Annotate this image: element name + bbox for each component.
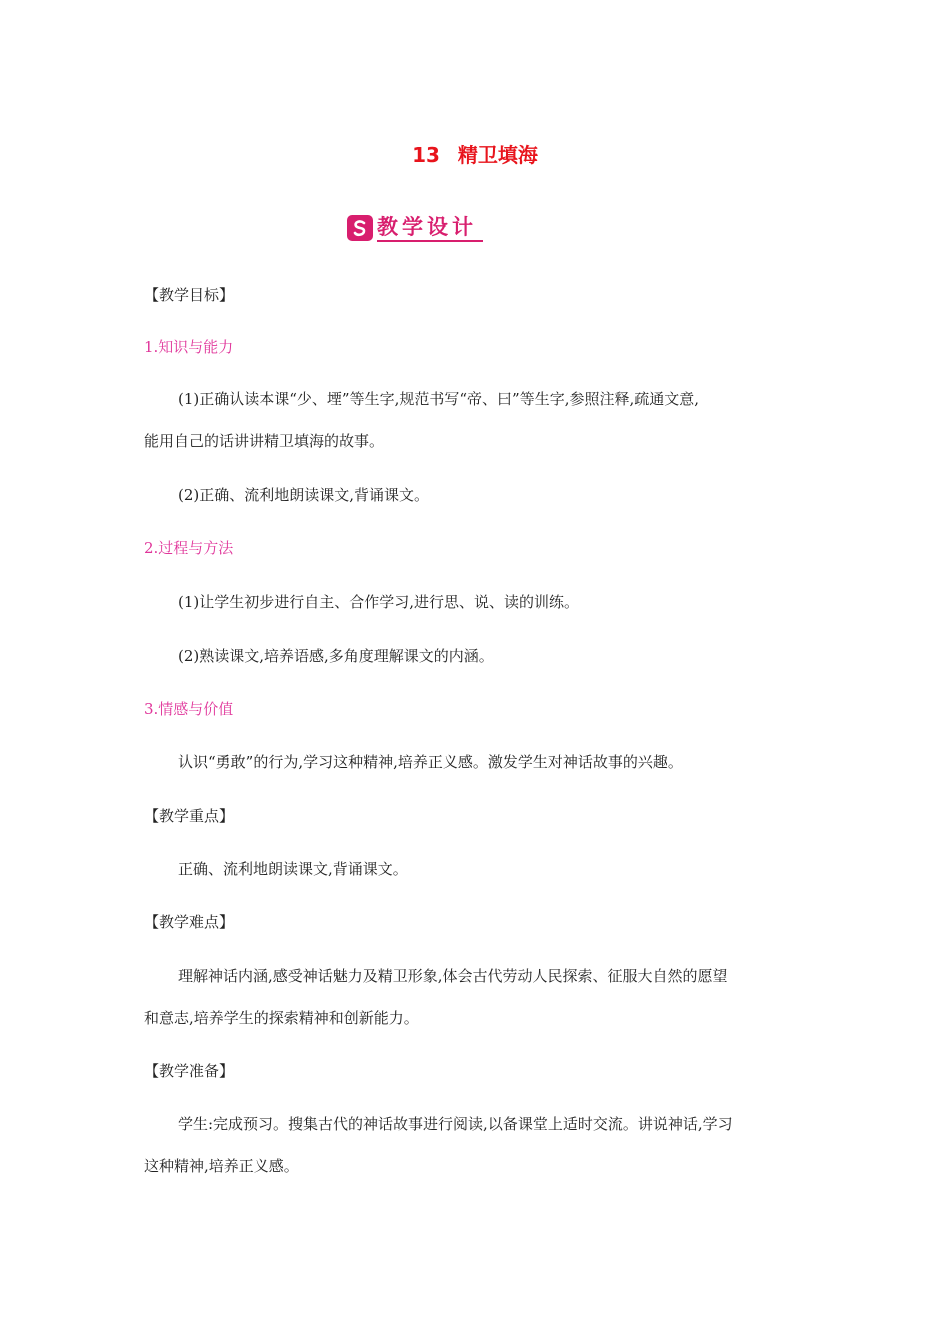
goal1-item2: (2)正确、流利地朗读课文,背诵课文。 [178,486,430,504]
goal1-heading: 1.知识与能力 [144,338,234,356]
section-banner [347,213,483,243]
goal2-item2: (2)熟读课文,培养语感,多角度理解课文的内涵。 [178,647,494,665]
prep-heading: 【教学准备】 [144,1062,235,1080]
difficulty-heading: 【教学难点】 [144,913,235,931]
difficulty-line2: 和意志,培养学生的探索精神和创新能力。 [144,1009,419,1027]
goals-heading: 【教学目标】 [144,286,235,304]
goal1-item1-line1: (1)正确认读本课“少、堙”等生字,规范书写“帝、曰”等生字,参照注释,疏通文意, [178,390,699,408]
key-heading: 【教学重点】 [144,807,235,825]
goal2-heading: 2.过程与方法 [144,539,234,557]
prep-line2: 这种精神,培养正义感。 [144,1157,299,1175]
s-swirl-logo-icon [347,215,373,241]
goal1-item1-line2: 能用自己的话讲讲精卫填海的故事。 [144,432,385,450]
banner-label: 教学设计 [377,214,483,242]
goal2-item1: (1)让学生初步进行自主、合作学习,进行思、说、读的训练。 [178,593,580,611]
key-text: 正确、流利地朗读课文,背诵课文。 [178,860,408,878]
difficulty-line1: 理解神话内涵,感受神话魅力及精卫形象,体会古代劳动人民探索、征服大自然的愿望 [178,967,728,985]
goal3-text: 认识“勇敢”的行为,学习这种精神,培养正义感。激发学生对神话故事的兴趣。 [178,753,683,771]
goal3-heading: 3.情感与价值 [144,700,234,718]
prep-line1: 学生:完成预习。搜集古代的神话故事进行阅读,以备课堂上适时交流。讲说神话,学习 [178,1115,733,1133]
lesson-title: 精卫填海 [457,143,538,167]
lesson-number: 13 [412,143,440,167]
page-title [0,139,950,168]
